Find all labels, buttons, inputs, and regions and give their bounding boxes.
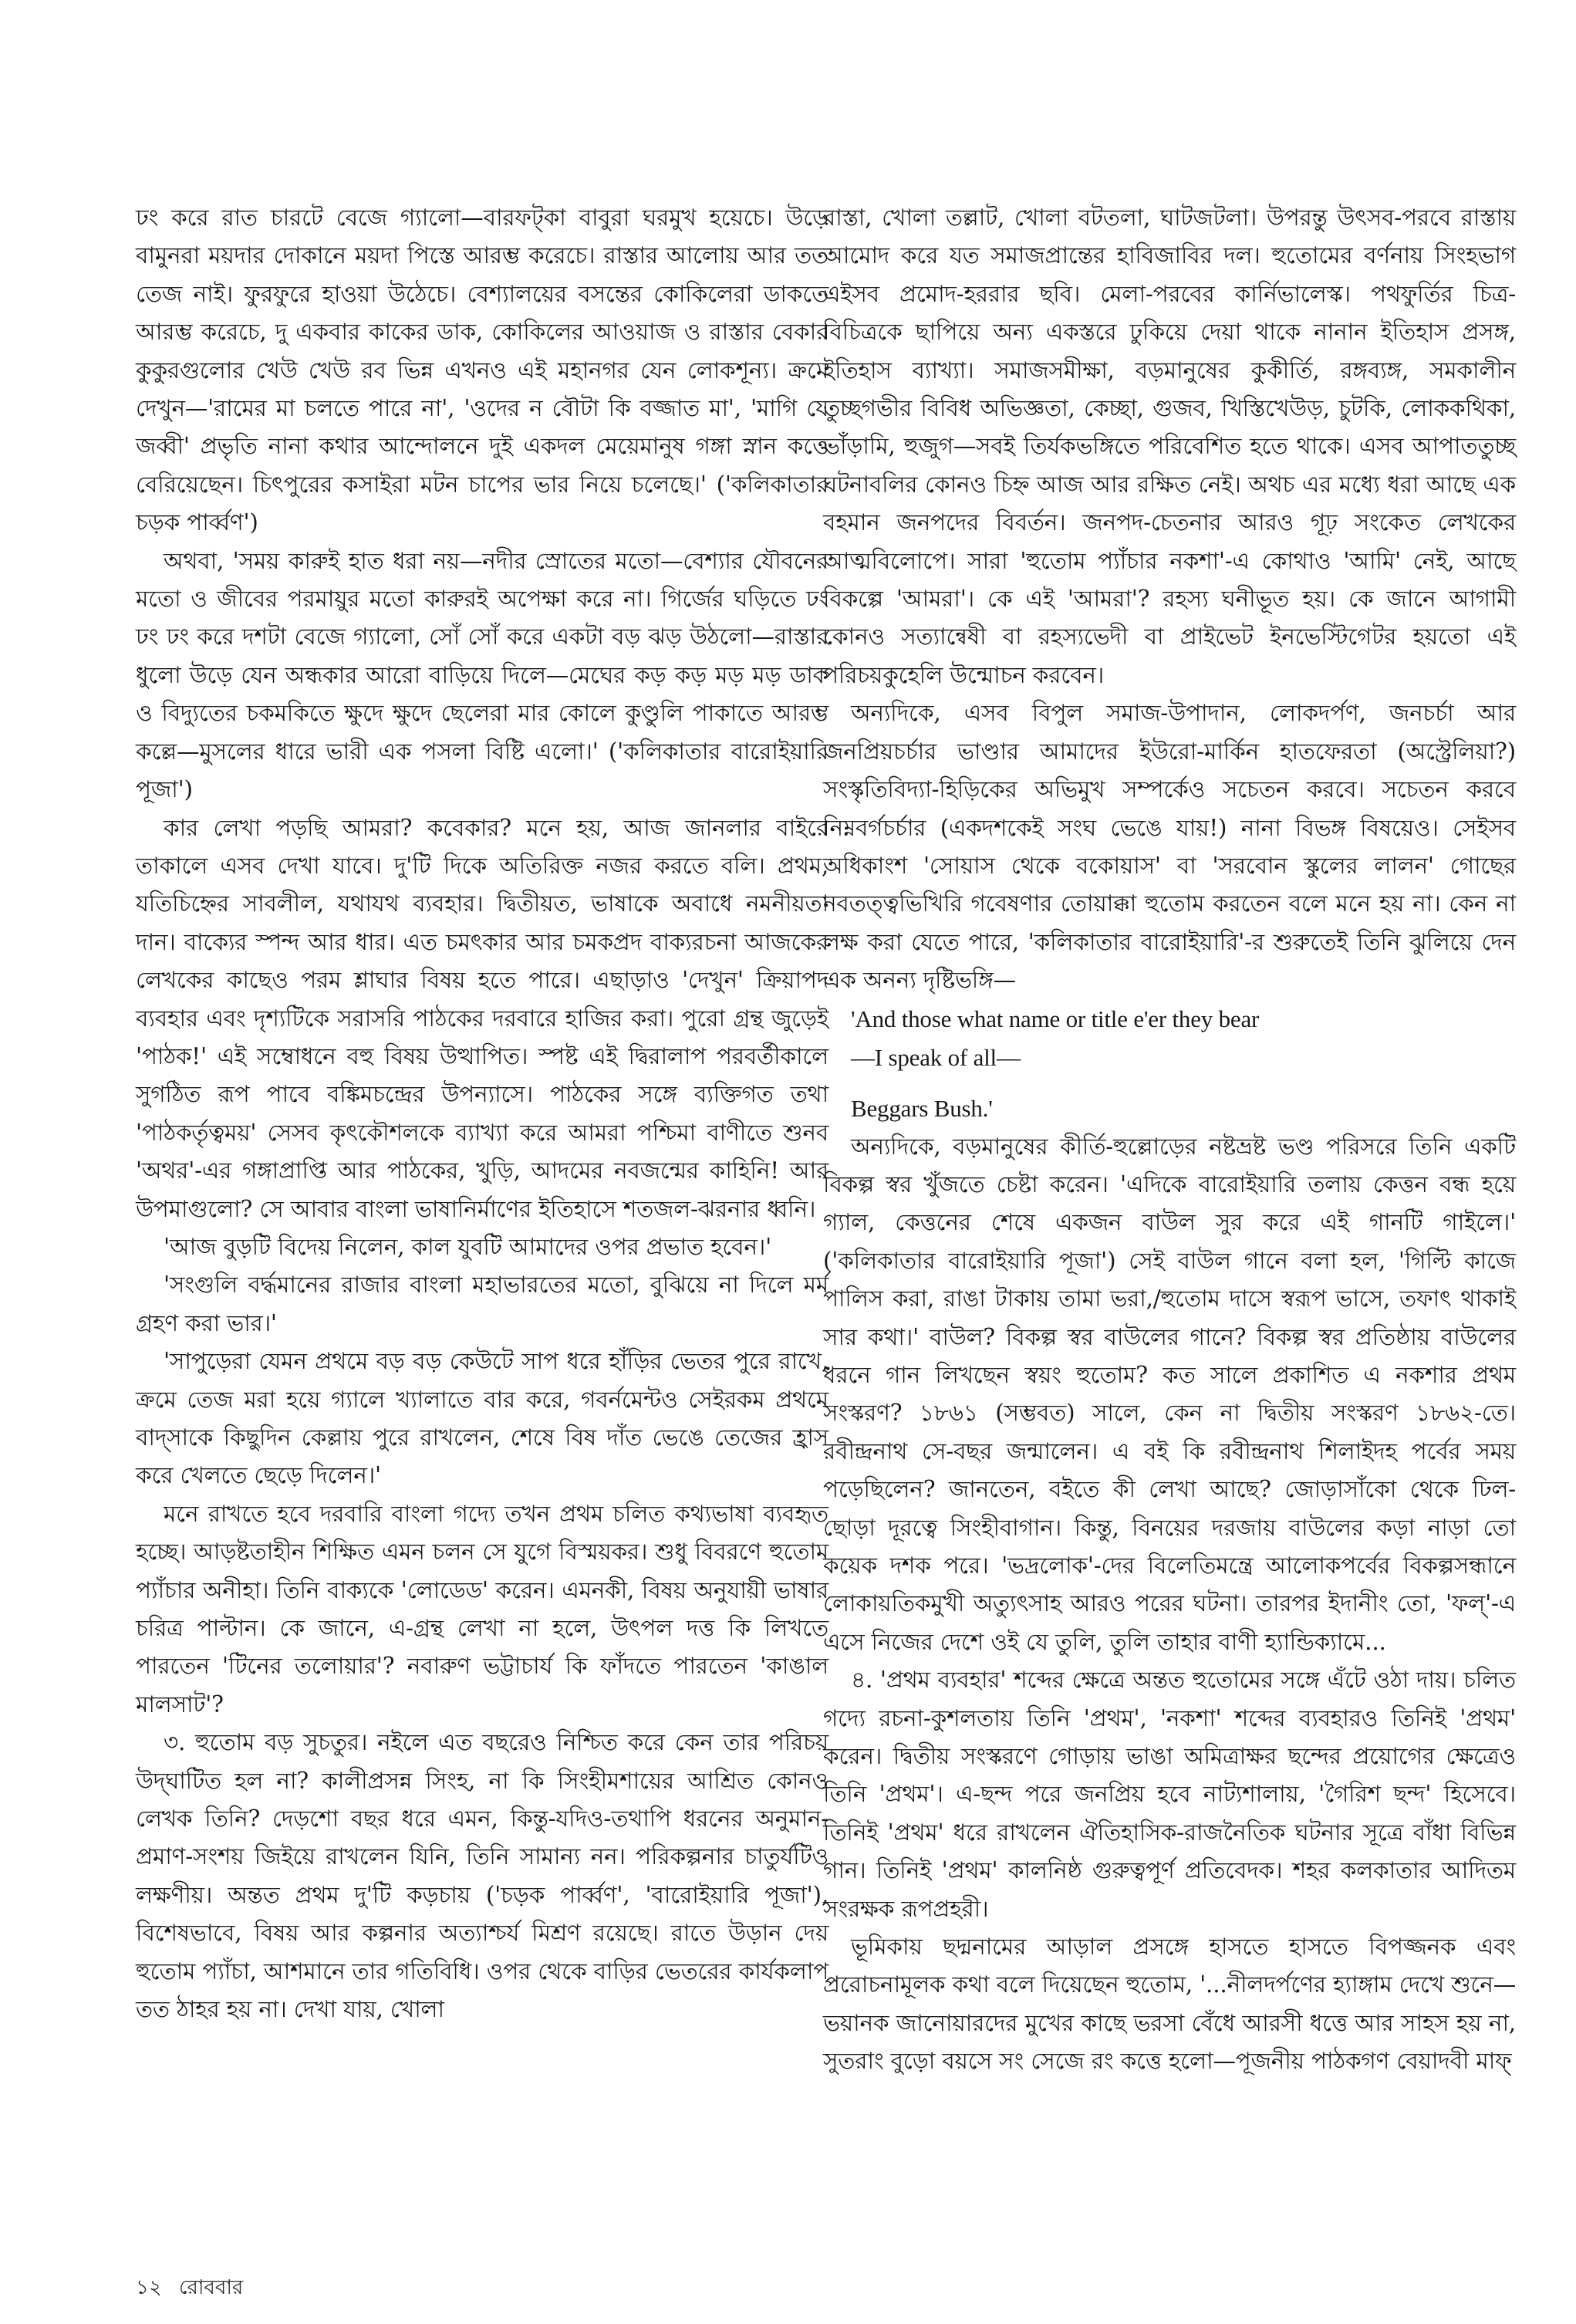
paragraph: কার লেখা পড়ছি আমরা? কবেকার? মনে হয়, আজ জানলার বাইরে তাকালে এসব দেখা যাবে। দু'টি দিকে অতিরিক্ত নজর করতে বলি। প্রথম, যতিচিহ্নের সাবলীল, যথাযথ ব্যবহার। দ্বিতীয়ত, ভাষাকে অবাধে নমনীয়তা দান। বাক্যের স্পন্দ আর ধার। এত চমৎকার আর চমকপ্রদ বাক্যরচনা আজকের লেখকের কাছেও পরম শ্লাঘার বিষয় হতে পারে। এছাড়াও 'দেখুন' ক্রিয়াপদ ব্যবহার এবং দৃশ্যটিকে সরাসরি পাঠকের দরবারে হাজির করা। পুরো গ্রন্থ জুড়েই 'পাঠক!' এই সম্বোধনে বহু বিষয় উত্থাপিত। স্পষ্ট এই দ্বিরালাপ পরবর্তীকালে সুগঠিত রূপ পাবে বঙ্কিমচন্দ্রের উপন্যাসে। পাঠকের সঙ্গে ব্যক্তিগত তথা 'পাঠকর্তৃত্বময়' সেসব কৃৎকৌশলকে ব্যাখ্যা করে আমরা পশ্চিমা বাণীতে শুনব 'অথর'-এর গঙ্গাপ্রাপ্তি আর পাঠকের, খুড়ি, আদমের নবজন্মের কাহিনি! আর উপমাগুলো? সে আবার বাংলা ভাষানির্মাণের ইতিহাসে শতজল-ঝরনার ধ্বনি। [136, 814, 828, 1222]
paragraph: ৪. 'প্রথম ব্যবহার' শব্দের ক্ষেত্রে অন্তত হুতোমের সঙ্গে এঁটে ওঠা দায়। চলিত গদ্যে রচনা-কুশলতায় তিনি 'প্রথম', 'নকশা' শব্দের ব্যবহারও তিনিই 'প্রথম' করেন। দ্বিতীয় সংস্করণে গোড়ায় ভাঙা অমিত্রাক্ষর ছন্দের প্রয়োগের ক্ষেত্রেও তিনি 'প্রথম'। এ-ছন্দ পরে জনপ্রিয় হবে নাট্যশালায়, 'গৈরিশ ছন্দ' হিসেবে। তিনিই 'প্রথম' ধরে রাখলেন ঐতিহাসিক-রাজনৈতিক ঘটনার সূত্রে বাঁধা বিভিন্ন গান। তিনিই 'প্রথম' কালনিষ্ঠ গুরুত্বপূর্ণ প্রতিবেদক। শহর কলকাতার আদিতম সংরক্ষক রূপপ্রহরী। [823, 1667, 1516, 1922]
paragraph: অন্যদিকে, বড়মানুষের কীর্তি-হুল্লোড়ের নষ্টভ্রষ্ট ভণ্ড পরিসরে তিনি একটি বিকল্প স্বর খুঁজতে চেষ্টা করেন। 'এদিকে বারোইয়ারি তলায় কেত্তন বন্ধ হয়ে গ্যাল, কেত্তনের শেষে একজন বাউল সুর করে এই গানটি গাইলে।' ('কলিকাতার বারোইয়ারি পূজা') সেই বাউল গানে বলা হল, 'গিল্টি কাজে পালিস করা, রাঙা টাকায় তামা ভরা,/হুতোম দাসে স্বরূপ ভাসে, তফাৎ থাকাই সার কথা।' বাউল? বিকল্প স্বর বাউলের গানে? বিকল্প স্বর প্রতিষ্ঠায় বাউলের ধরনে গান লিখছেন স্বয়ং হুতোম? কত সালে প্রকাশিত এ নকশার প্রথম সংস্করণ? ১৮৬১ (সম্ভবত) সালে, কেন না দ্বিতীয় সংস্করণ ১৮৬২-তে। রবীন্দ্রনাথ সে-বছর জন্মালেন। এ বই কি রবীন্দ্রনাথ শিলাইদহ পর্বের সময় পড়েছিলেন? জানতেন, বইতে কী লেখা আছে? জোড়াসাঁকো থেকে ঢিল-ছোড়া দূরত্বে সিংহীবাগান। কিন্তু, বিনয়ের দরজায় বাউলের কড়া নাড়া তো কয়েক দশক পরে। 'ভদ্রলোক'-দের বিলেতিমন্ত্রে আলোকপর্বের বিকল্পসন্ধানে লোকায়তিকমুখী অত্যুৎসাহ আরও পরের ঘটনা। তারপর ইদানীং তো, 'ফল্'-এ এসে নিজের দেশে ওই যে তুলি, তুলি তাহার বাণী হ্যান্ডিক্যামে... [823, 1133, 1516, 1655]
verse-line: —I speak of all— [851, 1043, 1021, 1071]
verse-line: Beggars Bush.' [851, 1094, 993, 1122]
paragraph: 'সাপুড়েরা যেমন প্রথমে বড় বড় কেউটে সাপ ধরে হাঁড়ির ভেতর পুরে রাখে, ক্রমে তেজ মরা হয়ে গ্যালে খ্যালাতে বার করে, গবর্নমেন্টও সেইরকম প্রথমে বাদ্সাকে কিছুদিন কেল্লায় পুরে রাখলেন, শেষে বিষ দাঁত ভেঙে তেজের হ্রাস করে খেলতে ছেড়ে দিলেন।' [136, 1348, 828, 1489]
paragraph: অন্যদিকে, এসব বিপুল সমাজ-উপাদান, লোকদর্পণ, জনচর্চা আর জনপ্রিয়চর্চার ভাণ্ডার আমাদের ইউরো-মার্কিন হাতফেরতা (অস্ট্রেলিয়া?) সংস্কৃতিবিদ্যা-হিড়িকের অভিমুখ সম্পর্কেও সচেতন করবে। সচেতন করবে নিম্নবর্গচর্চার (একদশকেই সংঘ ভেঙে যায়!) নানা বিভঙ্গ বিষয়েও। সেইসব অধিকাংশ 'সোয়াস থেকে বকোয়াস' বা 'সরবোন স্কুলের লালন' গোছের নবতত্ত্বভিখিরি গবেষণার তোয়াক্কা হুতোম করতেন বলে মনে হয় না। কেন না লক্ষ করা যেতে পারে, 'কলিকাতার বারোইয়ারি'-র শুরুতেই তিনি ঝুলিয়ে দেন এক অনন্য দৃষ্টিভঙ্গি— [823, 700, 1516, 994]
paragraph: 'সংগুলি বর্দ্ধমানের রাজার বাংলা মহাভারতের মতো, বুঝিয়ে না দিলে মর্ম গ্রহণ করা ভার।' [136, 1272, 828, 1336]
page-footer [136, 2276, 243, 2299]
paragraph: ভূমিকায় ছদ্মনামের আড়াল প্রসঙ্গে হাসতে হাসতে বিপজ্জনক এবং প্ররোচনামূলক কথা বলে দিয়েছেন হুতোম, '...নীলদর্পণের হ্যাঙ্গাম দেখে শুনে—ভয়ানক জানোয়ারদের মুখের কাছে ভরসা বেঁধে আরসী ধত্তে আর সাহস হয় না, সুতরাং বুড়ো বয়সে সং সেজে রং কত্তে হলো—পূজনীয় পাঠকগণ বেয়াদবী মাফ্ [823, 1934, 1516, 2075]
paragraph: রাস্তা, খোলা তল্লাট, খোলা বটতলা, ঘাটজটলা। উপরন্তু উৎসব-পরবে রাস্তায় আমোদ করে যত সমাজপ্রান্তের হাবিজাবির দল। হুতোমের বর্ণনায় সিংহভাগ এইসব প্রমোদ-হররার ছবি। মেলা-পরবের কার্নিভালেস্ক। পথফুর্তির চিত্র-বিচিত্রকে ছাপিয়ে অন্য একস্তরে ঢুকিয়ে দেয়া থাকে নানান ইতিহাস প্রসঙ্গ, ইতিহাস ব্যাখ্যা। সমাজসমীক্ষা, বড়মানুষের কুকীর্তি, রঙ্গব্যঙ্গ, সমকালীন তুচ্ছগভীর বিবিধ অভিজ্ঞতা, কেচ্ছা, গুজব, খিস্তিখেউড়, চুটকি, লোককথিকা, ভাঁড়ামি, হুজুগ—সবই তির্যকভঙ্গিতে পরিবেশিত হতে থাকে। এসব আপাততুচ্ছ ঘটনাবলির কোনও চিহ্ন আজ আর রক্ষিত নেই। অথচ এর মধ্যে ধরা আছে এক বহমান জনপদের বিবর্তন। জনপদ-চেতনার আরও গূঢ় সংকেত লেখকের আত্মবিলোপে। সারা 'হুতোম প্যাঁচার নকশা'-এ কোথাও 'আমি' নেই, আছে বিকল্পে 'আমরা'। কে এই 'আমরা'? রহস্য ঘনীভূত হয়। কে জানে আগামী কোনও সত্যান্বেষী বা রহস্যভেদী বা প্রাইভেট ইনভেস্টিগেটর হয়তো এই পরিচয়কুহেলি উন্মোচন করবেন। [823, 204, 1516, 688]
paragraph: মনে রাখতে হবে দরবারি বাংলা গদ্যে তখন প্রথম চলিত কথ্যভাষা ব্যবহৃত হচ্ছে। আড়ষ্টতাহীন শিক্ষিত এমন চলন সে যুগে বিস্ময়কর। শুধু বিবরণে হুতোম প্যাঁচার অনীহা। তিনি বাক্যকে 'লোডেড' করেন। এমনকী, বিষয় অনুযায়ী ভাষার চরিত্র পাল্টান। কে জানে, এ-গ্রন্থ লেখা না হলে, উৎপল দত্ত কি লিখতে পারতেন 'টিনের তলোয়ার'? নবারুণ ভট্টাচার্য কি ফাঁদতে পারতেন 'কাঙাল মালসাট'? [136, 1500, 828, 1718]
page-number: ১২ [136, 2276, 162, 2299]
right-column [823, 199, 1516, 2081]
verse-line: 'And those what name or title e'er they bear [851, 1005, 1260, 1032]
paragraph: অথবা, 'সময় কারুই হাত ধরা নয়—নদীর স্রোতের মতো—বেশ্যার যৌবনের মতো ও জীবের পরমায়ুর মতো কারুরই অপেক্ষা করে না। গির্জের ঘড়িতে ঢং ঢং ঢং করে দশটা বেজে গ্যালো, সোঁ সোঁ করে একটা বড় ঝড় উঠলো—রাস্তার ধুলো উড়ে যেন অন্ধকার আরো বাড়িয়ে দিলে—মেঘের কড় কড় মড় মড় ডাক ও বিদ্যুতের চকমকিতে ক্ষুদে ক্ষুদে ছেলেরা মার কোলে কুণ্ডুলি পাকাতে আরম্ভ কল্লে—মুসলের ধারে ভারী এক পসলা বিষ্টি এলো।' ('কলিকাতার বারোইয়ারি পূজা') [136, 547, 828, 803]
paragraph: 'আজ বুড়টি বিদেয় নিলেন, কাল যুবটি আমাদের ওপর প্রভাত হবেন।' [164, 1233, 772, 1260]
paragraph: ঢং করে রাত চারটে বেজে গ্যালো—বারফট্কা বাবুরা ঘরমুখ হয়েচে। উড়ে বামুনরা ময়দার দোকানে ময়দা পিস্তে আরম্ভ করেচে। রাস্তার আলোয় আর তত তেজ নাই। ফুরফুরে হাওয়া উঠেচে। বেশ্যালয়ের বসন্তের কোকিলেরা ডাকতে আরম্ভ করেচে, দু একবার কাকের ডাক, কোকিলের আওয়াজ ও রাস্তার বেকার কুকুরগুলোর খেউ খেউ রব ভিন্ন এখনও এই মহানগর যেন লোকশূন্য। ক্রমে দেখুন—'রামের মা চলতে পারে না', 'ওদের ন বৌটা কি বজ্জাত মা', 'মাগি যে জব্বী' প্রভৃতি নানা কথার আন্দোলনে দুই একদল মেয়েমানুষ গঙ্গা স্নান কত্তে বেরিয়েছেন। চিৎপুরের কসাইরা মটন চাপের ভার নিয়ে চলেছে।' ('কলিকাতার চড়ক পার্ব্বণ') [136, 204, 828, 536]
epigraph-verse [823, 1000, 1516, 1128]
magazine-name: রোববার [179, 2276, 244, 2299]
paragraph: ৩. হুতোম বড় সুচতুর। নইলে এত বছরেও নিশ্চিত করে কেন তার পরিচয় উদ্‌ঘাটিত হল না? কালীপ্রসন্ন সিংহ, না কি সিংহীমশায়ের আশ্রিত কোনও লেখক তিনি? দেড়শো বছর ধরে এমন, কিন্তু-যদিও-তথাপি ধরনের অনুমান-প্রমাণ-সংশয় জিইয়ে রাখলেন যিনি, তিনি সামান্য নন। পরিকল্পনার চাতুর্যটিও লক্ষণীয়। অন্তত প্রথম দু'টি কড়চায় ('চড়ক পার্ব্বণ', 'বারোইয়ারি পূজা'), বিশেষভাবে, বিষয় আর কল্পনার অত্যাশ্চর্য মিশ্রণ রয়েছে। রাতে উড়ান দেয় হুতোম প্যাঁচা, আশমানে তার গতিবিধি। ওপর থেকে বাড়ির ভেতরের কার্যকলাপ তত ঠাহর হয় না। দেখা যায়, খোলা [136, 1729, 829, 2023]
left-column [136, 199, 828, 2029]
